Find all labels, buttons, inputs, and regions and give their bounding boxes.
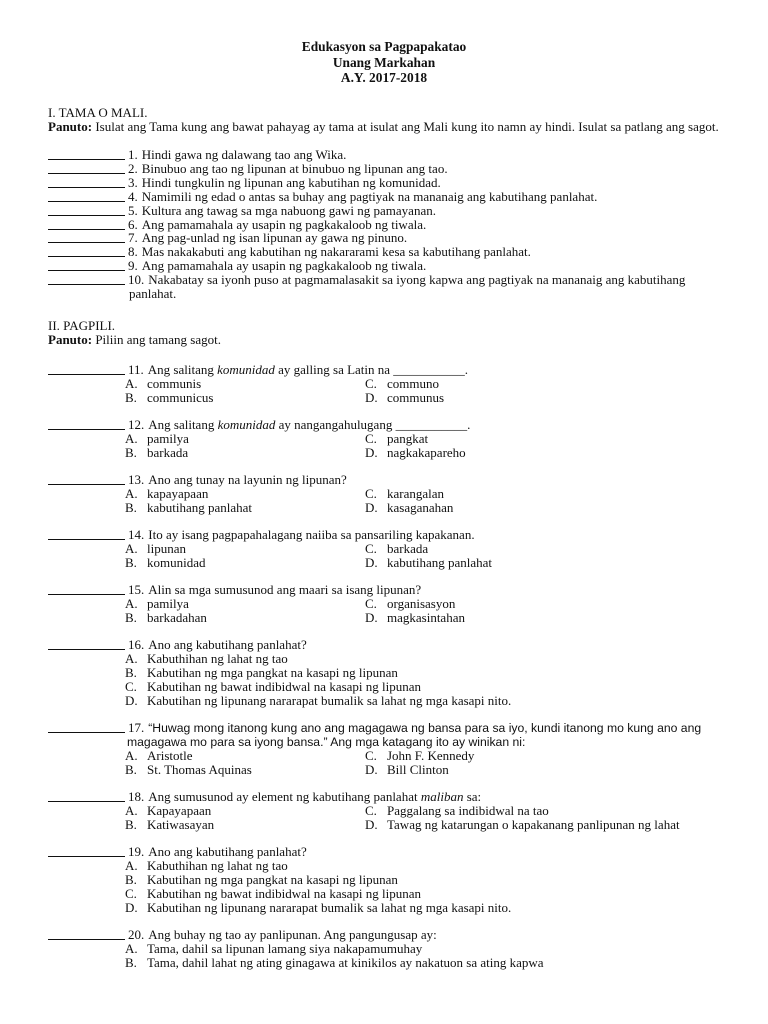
question-text: [148, 790, 720, 804]
choice-letter: B.: [125, 872, 137, 888]
item-number: 7.: [128, 230, 138, 246]
question-stem-continuation: [48, 735, 720, 749]
question-stem: [48, 638, 720, 652]
choice-a[interactable]: [125, 432, 365, 446]
choice-d[interactable]: [365, 501, 720, 515]
question-text: magagawa mo para sa iyong bansa.” Ang mga katagang ito ay winikan ni:: [127, 735, 526, 750]
choice-c[interactable]: [125, 680, 720, 694]
choice-text: kabutihang panlahat: [147, 500, 253, 516]
question-14: [48, 528, 720, 570]
choice-letter: B.: [125, 500, 137, 516]
choice-letter: C.: [365, 541, 377, 557]
question-stem: [48, 845, 720, 859]
question-12: [48, 418, 720, 460]
choice-b[interactable]: [125, 956, 720, 970]
question-20: [48, 928, 720, 970]
choice-c[interactable]: [365, 377, 720, 391]
item-text: Mas nakakabuti ang kabutihan ng nakararami kesa sa kabutihang panlahat.: [141, 244, 531, 260]
question-stem: [48, 418, 720, 432]
choice-letter: D.: [365, 445, 378, 461]
choice-letter: C.: [365, 376, 377, 392]
item-text: panlahat.: [129, 286, 177, 302]
answer-blank[interactable]: [48, 190, 125, 202]
choice-b[interactable]: [125, 763, 365, 777]
directions-text: Isulat ang Tama kung ang bawat pahayag ay tama at isulat ang Mali kung ito namn ay hindi. Isulat sa patlang ang sagot.: [92, 118, 719, 134]
question-text-emphasis: komunidad: [217, 362, 275, 378]
section-title: I. TAMA O MALI.: [48, 104, 148, 120]
list-item: [48, 176, 720, 190]
directions-text: Piliin ang tamang sagot.: [92, 331, 221, 347]
choice-letter: B.: [125, 817, 137, 833]
choice-text: Tama, dahil lahat ng ating ginagawa at kinikilos ay nakatuon sa ating kapwa: [147, 955, 544, 971]
choice-text: Kabutihan ng lipunang nararapat bumalik sa lahat ng mga kasapi nito.: [147, 693, 512, 709]
choice-text: nagkakapareho: [387, 445, 466, 461]
choice-text: Kabutihan ng bawat indibidwal na kasapi ng lipunan: [147, 679, 422, 695]
question-stem: [48, 583, 720, 597]
answer-blank[interactable]: [48, 176, 125, 188]
list-item: [48, 245, 720, 259]
list-item: [48, 231, 720, 245]
choice-letter: A.: [125, 376, 138, 392]
choice-letter: A.: [125, 431, 138, 447]
choice-c[interactable]: [365, 749, 720, 763]
choice-a[interactable]: [125, 804, 365, 818]
item-text: Ang pamamahala ay usapin ng pagkakaloob ng tiwala.: [141, 258, 427, 274]
choice-letter: B.: [125, 955, 137, 971]
choice-text: karangalan: [387, 486, 445, 502]
item-text: Kultura ang tawag sa mga nabuong gawi ng pamayanan.: [141, 202, 436, 218]
list-item: [48, 259, 720, 273]
choice-text: barkadahan: [147, 610, 207, 626]
choice-letter: C.: [365, 486, 377, 502]
choice-letter: B.: [125, 445, 137, 461]
choices: [48, 804, 720, 832]
choice-b[interactable]: [125, 666, 720, 680]
answer-blank[interactable]: [48, 218, 125, 230]
choice-letter: D.: [365, 500, 378, 516]
question-number: 14.: [128, 527, 145, 543]
question-number: 19.: [128, 844, 145, 860]
list-item: [48, 190, 720, 204]
academic-year: A.Y. 2017-2018: [340, 70, 428, 85]
choice-letter: A.: [125, 596, 138, 612]
item-text: Binubuo ang tao ng lipunan at binubuo ng lipunan ang tao.: [141, 160, 448, 176]
choice-c[interactable]: [365, 542, 720, 556]
choices: [48, 652, 720, 708]
choice-text: kasaganahan: [387, 500, 454, 516]
choice-text: Tawag ng katarungan o kapakanang panlipunan ng lahat: [387, 817, 680, 833]
choice-d[interactable]: [125, 694, 720, 708]
choice-d[interactable]: [365, 763, 720, 777]
choice-text: pangkat: [387, 431, 429, 447]
item-number: 2.: [128, 160, 138, 176]
question-text: Ano ang kabutihang panlahat?: [148, 637, 307, 653]
choice-a[interactable]: [125, 859, 720, 873]
question-number: 11.: [128, 362, 144, 378]
choice-b[interactable]: [125, 501, 365, 515]
answer-blank[interactable]: [48, 418, 125, 430]
choice-text: Kapayapaan: [147, 803, 212, 819]
choice-text: Tama, dahil sa lipunan lamang siya nakapamumuhay: [147, 941, 423, 957]
answer-blank[interactable]: [48, 204, 125, 216]
question-number: 16.: [128, 637, 145, 653]
choice-letter: D.: [365, 390, 378, 406]
question-text-part: Ang sumusunod ay element ng kabutihang panlahat: [148, 789, 421, 805]
question-text: “Huwag mong itanong kung ano ang magagawa ng bansa para sa iyo, kundi itanong mo kung ano ang: [148, 721, 702, 736]
question-text-part: ay nangangahulugang ___________.: [275, 417, 471, 433]
question-18: [48, 790, 720, 832]
choice-d[interactable]: [365, 611, 720, 625]
question-16: [48, 638, 720, 708]
choice-text: Kabuthihan ng lahat ng tao: [147, 651, 288, 667]
list-item-continuation: [48, 287, 720, 301]
question-text-part: Ang salitang: [148, 417, 218, 433]
choice-a[interactable]: [125, 652, 720, 666]
answer-blank[interactable]: [48, 245, 125, 257]
choice-d[interactable]: [125, 901, 720, 915]
choice-b[interactable]: [125, 873, 720, 887]
directions-label: Panuto:: [48, 331, 93, 347]
question-text-part: ay galling sa Latin na ___________.: [274, 362, 469, 378]
choice-text: John F. Kennedy: [387, 748, 475, 764]
choice-letter: D.: [365, 610, 378, 626]
list-item: [48, 148, 720, 162]
choice-letter: B.: [125, 762, 137, 778]
item-text: Hindi tungkulin ng lipunan ang kabutihan ng komunidad.: [141, 174, 441, 190]
choice-c[interactable]: [365, 597, 720, 611]
choice-text: kapayapaan: [147, 486, 209, 502]
choice-text: Paggalang sa indibidwal na tao: [387, 803, 549, 819]
question-stem: [48, 528, 720, 542]
subject-title: Edukasyon sa Pagpapakatao: [301, 39, 467, 54]
choice-a[interactable]: [125, 377, 365, 391]
choice-letter: D.: [365, 555, 378, 571]
choice-letter: B.: [125, 555, 137, 571]
question-number: 20.: [128, 927, 145, 943]
choice-text: communo: [387, 376, 439, 392]
choice-text: komunidad: [147, 555, 206, 571]
question-text-emphasis: komunidad: [217, 417, 276, 433]
list-item: [48, 273, 720, 287]
item-number: 8.: [128, 244, 138, 260]
choice-letter: D.: [365, 762, 378, 778]
list-item: [48, 218, 720, 232]
choice-text: organisasyon: [387, 596, 456, 612]
choice-text: barkada: [147, 445, 189, 461]
answer-blank[interactable]: [48, 928, 125, 940]
item-number: 10.: [128, 272, 145, 288]
choice-letter: D.: [125, 900, 138, 916]
item-text: Namimili ng edad o antas sa buhay ang pagtiyak na mananaig ang kabutihang panlahat.: [141, 188, 598, 204]
choice-letter: A.: [125, 858, 138, 874]
question-list: [48, 363, 720, 970]
choices: [48, 942, 720, 970]
question-number: 13.: [128, 472, 145, 488]
choice-a[interactable]: [125, 487, 365, 501]
choice-text: pamilya: [147, 431, 189, 447]
question-number: 15.: [128, 582, 145, 598]
answer-blank[interactable]: [48, 259, 125, 271]
choice-letter: B.: [125, 665, 137, 681]
item-number: 5.: [128, 202, 138, 218]
choice-c[interactable]: [365, 432, 720, 446]
choice-letter: A.: [125, 651, 138, 667]
choice-letter: C.: [365, 431, 377, 447]
item-number: 1.: [128, 147, 138, 162]
question-text: [148, 418, 720, 432]
question-text: Ano ang kabutihang panlahat?: [148, 844, 307, 860]
choice-text: Kabutihan ng bawat indibidwal na kasapi ng lipunan: [147, 886, 422, 902]
question-15: [48, 583, 720, 625]
choice-a[interactable]: [125, 597, 365, 611]
choice-letter: C.: [125, 679, 137, 695]
choices: [48, 487, 720, 515]
choice-b[interactable]: [125, 818, 365, 832]
answer-blank[interactable]: [48, 790, 125, 802]
list-item: [48, 162, 720, 176]
question-11: [48, 363, 720, 405]
choice-text: Kabuthihan ng lahat ng tao: [147, 858, 288, 874]
choice-letter: A.: [125, 486, 138, 502]
choice-text: pamilya: [147, 596, 189, 612]
choices: [48, 597, 720, 625]
section-true-false: [48, 105, 720, 301]
item-number: 6.: [128, 216, 138, 232]
choice-letter: C.: [365, 748, 377, 764]
answer-blank[interactable]: [48, 162, 125, 174]
choice-text: communus: [387, 390, 445, 406]
choice-b[interactable]: [125, 556, 365, 570]
choice-text: lipunan: [147, 541, 186, 557]
choice-letter: A.: [125, 748, 138, 764]
answer-blank[interactable]: [48, 148, 125, 160]
choice-text: communicus: [147, 390, 214, 406]
question-text-emphasis: maliban: [420, 789, 464, 805]
question-text-part: Ang salitang: [147, 362, 218, 378]
question-text: Ano ang tunay na layunin ng lipunan?: [148, 472, 347, 488]
choice-text: St. Thomas Aquinas: [147, 762, 252, 778]
question-13: [48, 473, 720, 515]
choices: [48, 432, 720, 460]
choice-text: kabutihang panlahat: [387, 555, 493, 571]
choice-letter: D.: [125, 693, 138, 709]
question-19: [48, 845, 720, 915]
choice-c[interactable]: [365, 487, 720, 501]
choice-d[interactable]: [365, 818, 720, 832]
choice-text: Kabutihan ng mga pangkat na kasapi ng lipunan: [147, 872, 398, 888]
question-text: [148, 363, 720, 377]
answer-blank[interactable]: [48, 845, 125, 857]
question-stem: [48, 473, 720, 487]
choice-letter: A.: [125, 941, 138, 957]
choice-letter: D.: [365, 817, 378, 833]
answer-blank[interactable]: [48, 231, 125, 243]
question-text: Alin sa mga sumusunod ang maari sa isang lipunan?: [148, 582, 422, 598]
item-text: Hindi gawa ng dalawang tao ang Wika.: [141, 147, 347, 162]
choice-text: Aristotle: [147, 748, 193, 764]
choice-text: Kabutihan ng mga pangkat na kasapi ng lipunan: [147, 665, 398, 681]
item-text: Nakabatay sa iyonh puso at pagmamalasakit sa iyong kapwa ang pagtiyak na mananaig ang kabutihang: [148, 272, 686, 288]
question-number: 18.: [128, 789, 145, 805]
choice-letter: C.: [365, 803, 377, 819]
section-multiple-choice: [48, 318, 720, 971]
answer-blank[interactable]: [48, 528, 125, 540]
list-item: [48, 204, 720, 218]
choice-letter: B.: [125, 610, 137, 626]
choice-d[interactable]: [365, 446, 720, 460]
choice-letter: C.: [125, 886, 137, 902]
choice-a[interactable]: [125, 942, 720, 956]
question-stem: [48, 721, 720, 735]
choice-text: magkasintahan: [387, 610, 465, 626]
answer-blank[interactable]: [48, 473, 125, 485]
choices: [48, 859, 720, 915]
choice-text: Kabutihan ng lipunang nararapat bumalik sa lahat ng mga kasapi nito.: [147, 900, 512, 916]
choice-b[interactable]: [125, 446, 365, 460]
choice-text: Katiwasayan: [147, 817, 215, 833]
item-text: Ang pamamahala ay usapin ng pagkakaloob ng tiwala.: [141, 216, 427, 232]
answer-blank[interactable]: [48, 638, 125, 650]
item-number: 4.: [128, 188, 138, 204]
choice-text: Bill Clinton: [387, 762, 449, 778]
answer-blank[interactable]: [48, 583, 125, 595]
choice-text: barkada: [387, 541, 429, 557]
section-title: II. PAGPILI.: [48, 317, 116, 333]
choice-letter: A.: [125, 803, 138, 819]
choice-c[interactable]: [365, 804, 720, 818]
question-number: 12.: [128, 417, 145, 433]
item-number: 9.: [128, 258, 138, 274]
choice-letter: A.: [125, 541, 138, 557]
question-stem: [48, 363, 720, 377]
choice-a[interactable]: [125, 749, 365, 763]
directions: [48, 120, 720, 135]
question-17: [48, 721, 720, 777]
choices: [48, 749, 720, 777]
choice-b[interactable]: [125, 611, 365, 625]
choice-d[interactable]: [365, 391, 720, 405]
choice-letter: B.: [125, 390, 137, 406]
question-number: 17.: [128, 720, 145, 736]
choices: [48, 377, 720, 405]
quarter-title: Unang Markahan: [332, 54, 436, 70]
choices: [48, 542, 720, 570]
choice-a[interactable]: [125, 542, 365, 556]
question-text-part: sa:: [463, 789, 482, 805]
directions: [48, 333, 720, 348]
choice-b[interactable]: [125, 391, 365, 405]
choice-c[interactable]: [125, 887, 720, 901]
question-text: Ang buhay ng tao ay panlipunan. Ang pangungusap ay:: [148, 927, 437, 943]
question-stem: [48, 928, 720, 942]
question-stem: [48, 790, 720, 804]
choice-letter: C.: [365, 596, 377, 612]
directions-label: Panuto:: [48, 118, 93, 134]
document-header: [48, 0, 720, 86]
answer-blank[interactable]: [48, 273, 125, 285]
choice-text: communis: [147, 376, 202, 392]
choice-d[interactable]: [365, 556, 720, 570]
question-text: Ito ay isang pagpapahalagang naiiba sa pansariling kapakanan.: [148, 527, 475, 543]
item-text: Ang pag-unlad ng isan lipunan ay gawa ng pinuno.: [141, 230, 408, 246]
answer-blank[interactable]: [48, 363, 125, 375]
item-number: 3.: [128, 174, 138, 190]
true-false-list: [48, 148, 720, 301]
answer-blank[interactable]: [48, 721, 125, 733]
